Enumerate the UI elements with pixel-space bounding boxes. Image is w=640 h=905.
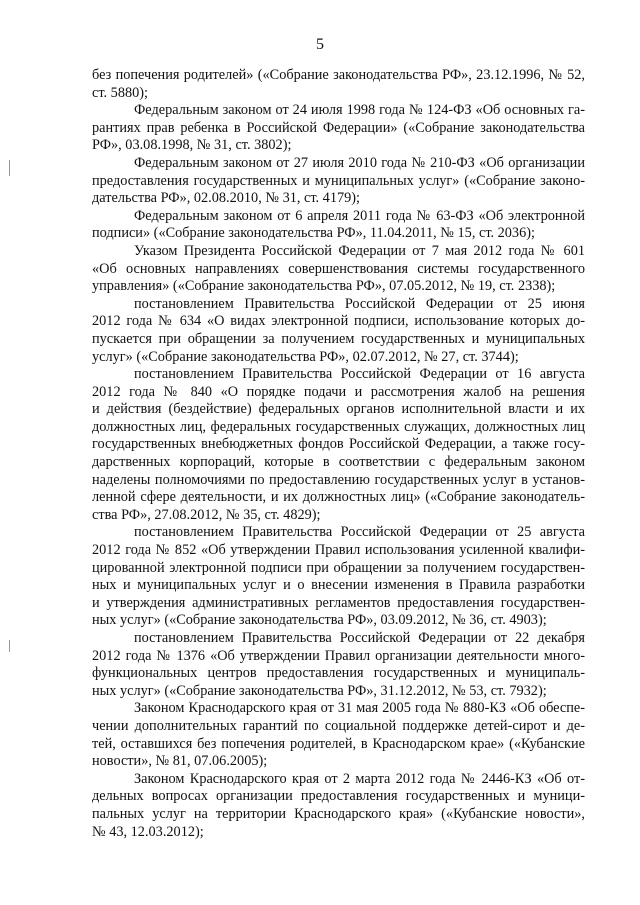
text-line: цированной электронной подписи при обращении за получением государствен-: [92, 559, 585, 576]
text-line: 2012 года № 634 «О видах электронной подписи, использование которых до-: [92, 313, 585, 330]
text-line: № 43, 12.03.2012);: [92, 823, 204, 840]
paragraph: [92, 208, 585, 243]
paragraph: [92, 243, 585, 296]
text-line: ных услуг» («Собрание законодательства РФ», 03.09.2012, № 36, ст. 4903);: [92, 612, 547, 629]
text-line: тей, оставшихся без попечения родителей, в Краснодарском крае» («Кубанские: [92, 735, 585, 752]
text-line: подписи» («Собрание законодательства РФ», 11.04.2011, № 15, ст. 2036);: [92, 225, 535, 242]
text-line: государственных внебюджетных фондов Российской Федерации, а также госу-: [92, 436, 585, 453]
text-line: ных и муниципальных услуг и о внесении изменения в Правила разработки: [92, 577, 585, 594]
text-line: без попечения родителей» («Собрание законодательства РФ», 23.12.1996, № 52,: [92, 67, 585, 83]
text-line: ленной сфере деятельности, и их должностных лиц» («Собрание законодатель-: [92, 489, 585, 506]
paragraph: [92, 155, 585, 208]
text-line: новости», № 81, 07.06.2005);: [92, 753, 268, 770]
text-line: и утверждения административных регламентов предоставления государствен-: [92, 594, 585, 611]
text-line: пускается при обращении за получением государственных и муниципальных: [92, 330, 585, 347]
text-line: постановлением Правительства Российской Федерации от 16 августа: [134, 366, 585, 383]
paragraph: [92, 366, 585, 524]
text-line: 2012 года № 1376 «Об утверждении Правил организации деятельности много-: [92, 647, 585, 664]
text-line: «Об основных направлениях совершенствования системы государственного: [92, 260, 585, 277]
text-line: РФ», 03.08.1998, № 31, ст. 3802);: [92, 137, 292, 154]
text-line: 2012 года № 852 «Об утверждении Правил использования усиленной квалифи-: [92, 542, 585, 559]
paragraph: [92, 524, 585, 630]
text-line: предоставления государственных и муниципальных услуг» («Собрание законо-: [92, 172, 585, 189]
text-line: функциональных центров предоставления государственных и муниципаль-: [92, 665, 585, 682]
text-line: Федеральным законом от 24 июля 1998 года № 124-ФЗ «Об основных га-: [134, 102, 585, 119]
text-line: постановлением Правительства Российской Федерации от 22 декабря: [134, 630, 585, 646]
document-body: [92, 67, 585, 841]
text-line: наделены полномочиями по предоставлению государственных услуг в установ-: [92, 471, 585, 488]
text-line: чении дополнительных гарантий по социальной поддержке детей-сирот и де-: [92, 717, 585, 734]
paragraph: [92, 67, 585, 102]
text-line: ства РФ», 27.08.2012, № 35, ст. 4829);: [92, 506, 321, 523]
paragraph: [92, 296, 585, 366]
paragraph: [92, 630, 585, 700]
text-line: дарственных корпораций, которые в соответствии с федеральным законом: [92, 454, 585, 471]
scan-margin-mark: [9, 640, 10, 652]
text-line: ст. 5880);: [92, 84, 148, 101]
text-line: Федеральным законом от 27 июля 2010 года № 210-ФЗ «Об организации: [134, 154, 585, 171]
paragraph: [92, 700, 585, 770]
page-number: 5: [316, 36, 324, 53]
text-line: 2012 года № 840 «О порядке подачи и рассмотрения жалоб на решения: [92, 383, 585, 400]
text-line: Указом Президента Российской Федерации от 7 мая 2012 года № 601: [134, 242, 585, 259]
text-line: Законом Краснодарского края от 31 мая 2005 года № 880-КЗ «Об обеспе-: [134, 700, 585, 717]
text-line: и действия (бездействие) федеральных органов исполнительной власти и их: [92, 401, 585, 418]
text-line: дательства РФ», 02.08.2010, № 31, ст. 4179);: [92, 190, 361, 207]
text-line: должностных лиц, федеральных государственных служащих, должностных лиц: [92, 418, 585, 435]
text-line: дельных вопросах организации предоставления государственных и муници-: [92, 788, 585, 805]
paragraph: [92, 102, 585, 155]
text-line: Законом Краснодарского края от 2 марта 2012 года № 2446-КЗ «Об от-: [134, 770, 585, 787]
text-line: рантиях прав ребенка в Российской Федерации» («Собрание законодательства: [92, 119, 585, 136]
text-line: ных услуг» («Собрание законодательства РФ», 31.12.2012, № 53, ст. 7932);: [92, 682, 547, 699]
text-line: постановлением Правительства Российской Федерации от 25 июня: [134, 295, 585, 312]
text-line: услуг» («Собрание законодательства РФ», 02.07.2012, № 27, ст. 3744);: [92, 348, 519, 365]
text-line: пальных услуг на территории Краснодарского края» («Кубанские новости»,: [92, 805, 585, 822]
text-line: постановлением Правительства Российской Федерации от 25 августа: [134, 524, 585, 541]
paragraph: [92, 771, 585, 841]
text-line: Федеральным законом от 6 апреля 2011 года № 63-ФЗ «Об электронной: [134, 207, 585, 224]
text-line: управления» («Собрание законодательства РФ», 07.05.2012, № 19, ст. 2338);: [92, 278, 556, 295]
scan-margin-mark: [9, 160, 10, 176]
